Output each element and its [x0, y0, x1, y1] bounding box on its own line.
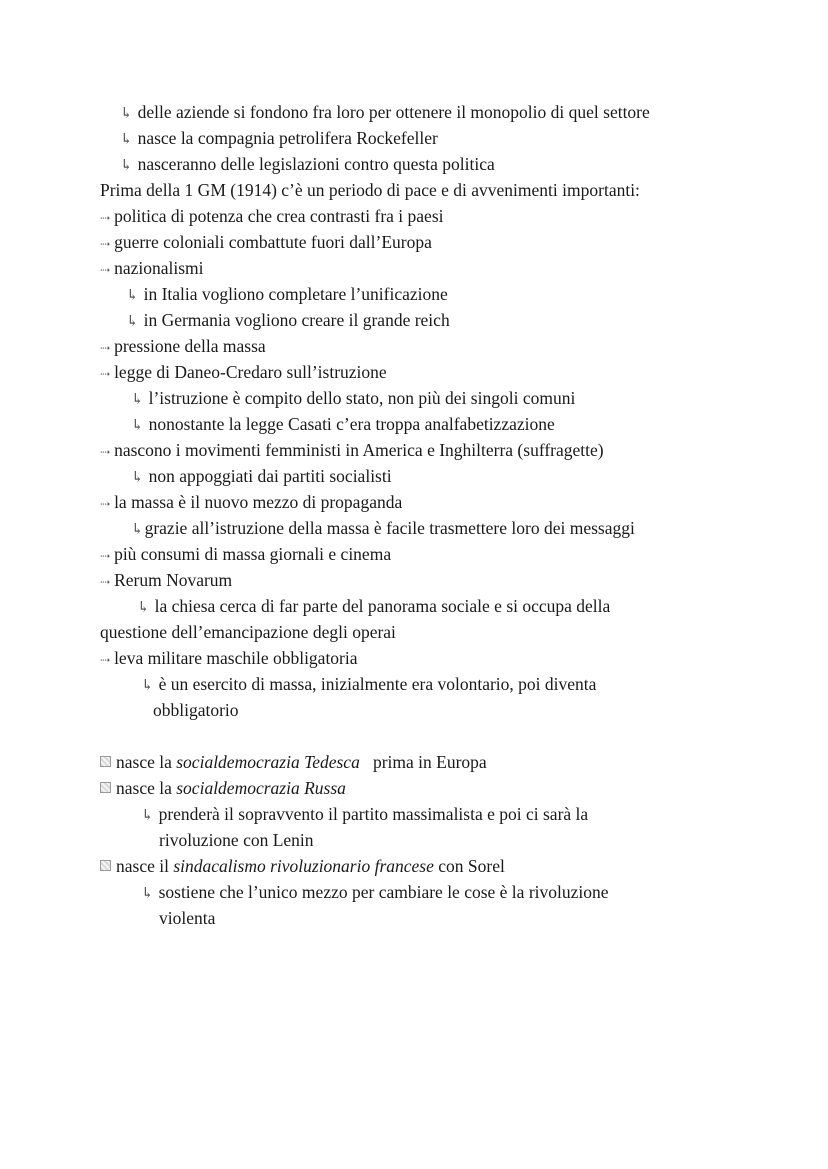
note-heading: Prima della 1 GM (1914) c’è un periodo di pace e di avvenimenti importanti: — [100, 180, 640, 200]
note-line — [126, 307, 450, 333]
checkbox-icon — [100, 860, 111, 871]
note-line — [137, 593, 610, 619]
note-text: grazie all’istruzione della massa è facile trasmettere loro dei messaggi — [144, 518, 635, 538]
note-line — [141, 671, 596, 697]
note-text: nascono i movimenti femministi in America e Inghilterra (suffragette) — [114, 440, 604, 460]
note-text: nasceranno delle legislazioni contro questa politica — [137, 154, 495, 174]
note-text: nasce il — [116, 856, 174, 876]
note-line — [100, 203, 444, 229]
note-text: leva militare maschile obbligatoria — [114, 648, 358, 668]
note-line — [120, 125, 438, 151]
note-text: questione dell’emancipazione degli operai — [100, 622, 396, 642]
elbow-arrow-icon: ↳ — [141, 808, 154, 824]
note-emphasis: sindacalismo rivoluzionario francese — [173, 856, 434, 876]
note-text: la chiesa cerca di far parte del panorama sociale e si occupa della — [154, 596, 611, 616]
note-text: in Germania vogliono creare il grande reich — [143, 310, 450, 330]
checkbox-icon — [100, 756, 111, 767]
dashed-arrow-icon: ⇢ — [100, 263, 111, 277]
dashed-arrow-icon: ⇢ — [100, 653, 111, 667]
note-text: nonostante la legge Casati c’era troppa analfabetizzazione — [148, 414, 555, 434]
elbow-arrow-icon: ↳ — [120, 106, 133, 122]
note-text: è un esercito di massa, inizialmente era volontario, poi diventa — [158, 674, 597, 694]
note-text: in Italia vogliono completare l’unificazione — [143, 284, 448, 304]
note-line — [100, 749, 487, 775]
note-text: legge di Daneo-Credaro sull’istruzione — [114, 362, 387, 382]
note-text: più consumi di massa giornali e cinema — [114, 544, 392, 564]
elbow-arrow-icon: ↳ — [137, 600, 150, 616]
note-emphasis: socialdemocrazia Tedesca — [176, 752, 360, 772]
note-text: con Sorel — [433, 856, 505, 876]
note-text: nasce la compagnia petrolifera Rockefeller — [137, 128, 438, 148]
elbow-arrow-icon: ↳ — [131, 392, 144, 408]
note-line — [131, 515, 635, 541]
note-text: rivoluzione con Lenin — [159, 830, 314, 850]
note-line — [131, 463, 392, 489]
dashed-arrow-icon: ⇢ — [100, 445, 111, 459]
note-line — [100, 775, 346, 801]
dashed-arrow-icon: ⇢ — [100, 367, 111, 381]
note-line — [159, 905, 215, 931]
note-text: la massa è il nuovo mezzo di propaganda — [114, 492, 403, 512]
note-text: obbligatorio — [153, 700, 239, 720]
note-text: sostiene che l’unico mezzo per cambiare le cose è la rivoluzione — [158, 882, 609, 902]
dashed-arrow-icon: ⇢ — [100, 549, 111, 563]
note-line — [100, 177, 640, 203]
note-line — [141, 879, 609, 905]
note-line — [141, 801, 588, 827]
note-text: nasce la — [116, 778, 177, 798]
note-line — [100, 645, 358, 671]
note-line — [100, 333, 266, 359]
note-line — [120, 99, 650, 125]
dashed-arrow-icon: ⇢ — [100, 211, 111, 225]
note-line — [100, 619, 396, 645]
note-text: nazionalismi — [114, 258, 204, 278]
note-line — [100, 437, 604, 463]
note-line — [100, 359, 387, 385]
note-text: l’istruzione è compito dello stato, non più dei singoli comuni — [148, 388, 576, 408]
elbow-arrow-icon: ↳ — [131, 470, 144, 486]
dashed-arrow-icon: ⇢ — [100, 341, 111, 355]
note-text: pressione della massa — [114, 336, 266, 356]
dashed-arrow-icon: ⇢ — [100, 237, 111, 251]
note-text: politica di potenza che crea contrasti fra i paesi — [114, 206, 444, 226]
note-line — [131, 411, 555, 437]
dashed-arrow-icon: ⇢ — [100, 575, 111, 589]
note-emphasis: socialdemocrazia Russa — [176, 778, 346, 798]
note-text: delle aziende si fondono fra loro per ottenere il monopolio di quel settore — [137, 102, 650, 122]
note-line — [100, 567, 232, 593]
note-text: Rerum Novarum — [114, 570, 233, 590]
note-line — [100, 255, 204, 281]
note-line — [159, 827, 314, 853]
elbow-arrow-icon: ↳ — [131, 522, 144, 538]
note-text: guerre coloniali combattute fuori dall’Europa — [114, 232, 432, 252]
elbow-arrow-icon: ↳ — [126, 314, 139, 330]
elbow-arrow-icon: ↳ — [120, 132, 133, 148]
note-line — [126, 281, 448, 307]
elbow-arrow-icon: ↳ — [141, 886, 154, 902]
elbow-arrow-icon: ↳ — [126, 288, 139, 304]
note-line — [120, 151, 495, 177]
note-text: non appoggiati dai partiti socialisti — [148, 466, 392, 486]
note-line — [100, 489, 402, 515]
note-text: nasce la — [116, 752, 177, 772]
note-line — [100, 229, 432, 255]
note-line — [100, 541, 391, 567]
note-line — [131, 385, 575, 411]
note-line — [100, 853, 505, 879]
elbow-arrow-icon: ↳ — [131, 418, 144, 434]
dashed-arrow-icon: ⇢ — [100, 497, 111, 511]
elbow-arrow-icon: ↳ — [120, 158, 133, 174]
checkbox-icon — [100, 782, 111, 793]
elbow-arrow-icon: ↳ — [141, 678, 154, 694]
note-line — [153, 697, 239, 723]
note-text: violenta — [159, 908, 216, 928]
note-text: prima in Europa — [359, 752, 487, 772]
note-text: prenderà il sopravvento il partito massimalista e poi ci sarà la — [158, 804, 589, 824]
